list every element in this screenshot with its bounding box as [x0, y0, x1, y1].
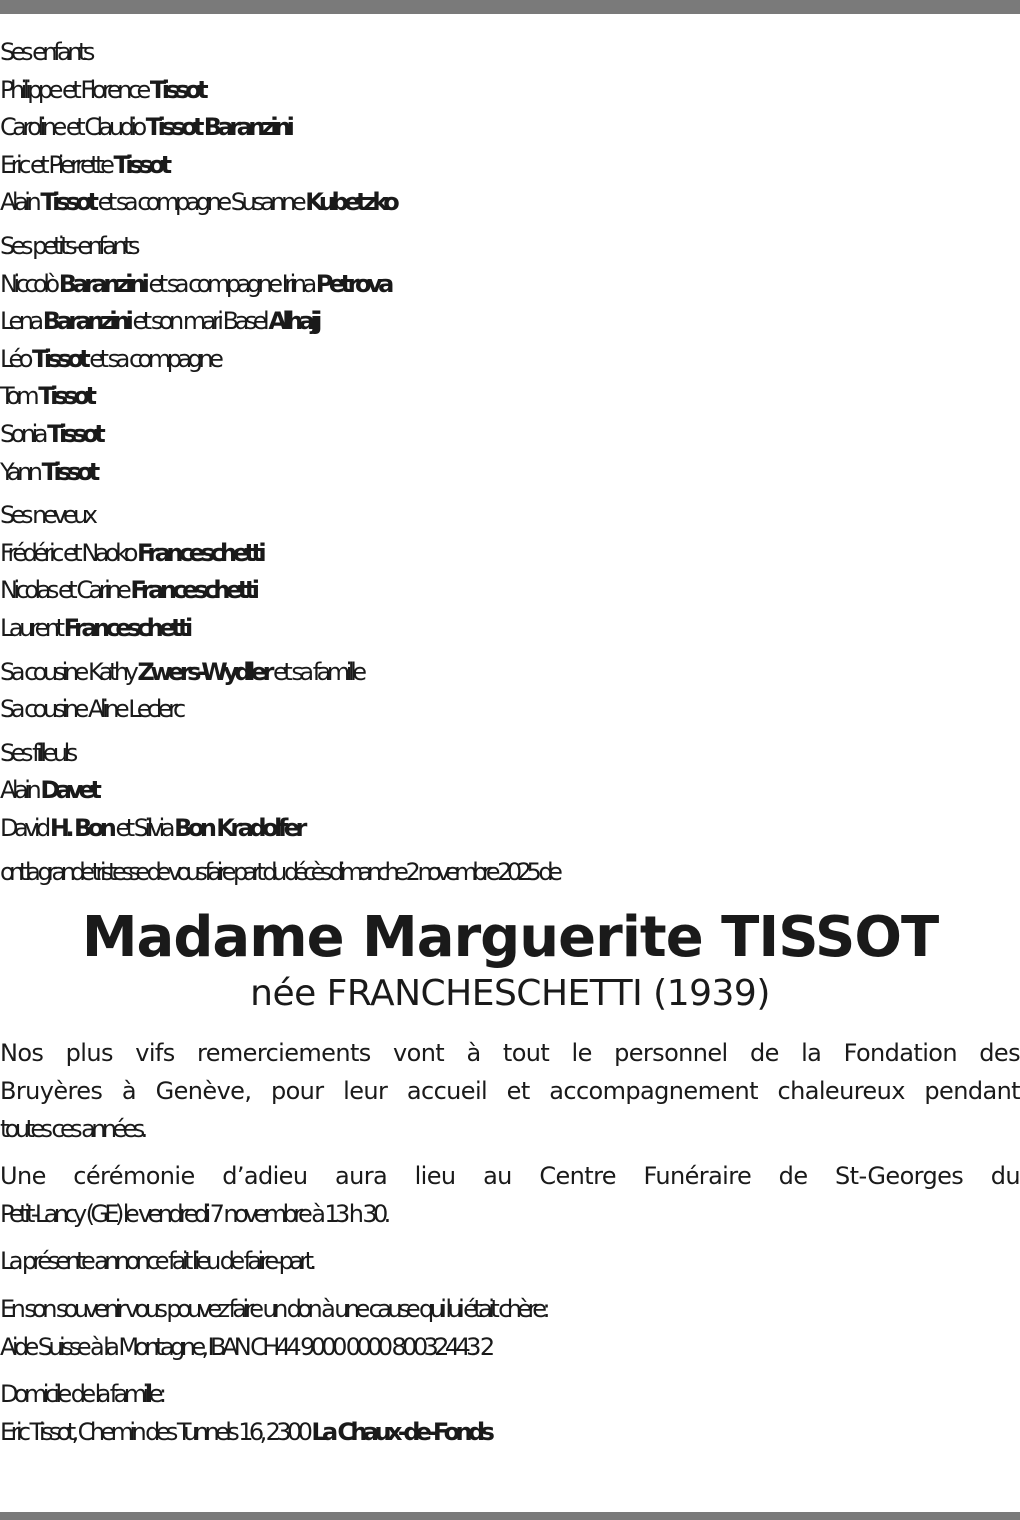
- given-text: Sonia: [0, 419, 48, 448]
- obituary-notice: [0, 34, 1020, 1451]
- surname: Petrova: [315, 269, 390, 298]
- family-member-line: [0, 341, 1020, 379]
- family-list: [0, 34, 1020, 847]
- given-text: David: [0, 813, 50, 842]
- donation-paragraph: [0, 1291, 1020, 1366]
- family-member-line: [0, 147, 1020, 185]
- given-text: et sa compagne: [86, 344, 220, 373]
- surname: Tissot Baranzini: [145, 113, 291, 142]
- family-member-line: [0, 535, 1020, 573]
- given-text: et Silvia: [112, 813, 175, 842]
- given-text: Eric et Pierrette: [0, 150, 114, 179]
- family-member-line: [0, 572, 1020, 610]
- family-group: [0, 735, 1020, 848]
- top-rule: [0, 0, 1020, 14]
- given-text: Alain: [0, 188, 41, 217]
- surname: Baranzini: [42, 307, 130, 336]
- surname: Franceschetti: [130, 576, 256, 605]
- given-text: Frédéric et Naoko: [0, 538, 138, 567]
- surname: Franceschetti: [137, 538, 263, 567]
- given-text: Laurent: [0, 613, 64, 642]
- given-text: Sa cousine Aline Leclerc: [0, 695, 182, 724]
- family-member-line: [0, 416, 1020, 454]
- deceased-birth-name: née FRANCHESCHETTI (1939): [250, 973, 770, 1015]
- domicile-city: La Chaux-de-Fonds: [311, 1417, 491, 1446]
- given-text: et son mari Basel: [129, 307, 269, 336]
- surname: Tissot: [113, 150, 168, 179]
- bottom-rule: [0, 1512, 1020, 1520]
- surname: Tissot: [32, 344, 87, 373]
- family-member-line: [0, 184, 1020, 222]
- family-group: [0, 654, 1020, 729]
- family-group-heading: Ses petits-enfants: [0, 231, 137, 260]
- announcement-intro: ont la grande tristesse de vous faire part du décès dimanche 2 novembre 2025 de: [0, 858, 558, 887]
- family-member-line: [0, 654, 1020, 692]
- family-member-line: [0, 378, 1020, 416]
- family-group-heading: Ses neveux: [0, 501, 94, 530]
- given-text: Caroline et Claudio: [0, 113, 146, 142]
- surname: Tissot: [40, 188, 95, 217]
- family-group-heading: Ses enfants: [0, 38, 91, 66]
- given-text: Nicolas et Carine: [0, 576, 131, 605]
- notice-paragraph: [0, 1243, 1020, 1281]
- given-text: Niccolò: [0, 269, 59, 298]
- given-text: Lena: [0, 307, 43, 336]
- family-member-line: [0, 610, 1020, 648]
- given-text: Philippe et Florence: [0, 75, 150, 104]
- surname: Baranzini: [58, 269, 146, 298]
- donation-line: En son souvenir vous pouvez faire un don à une cause qui lui était chère:: [0, 1295, 546, 1324]
- domicile-line: [0, 1414, 1020, 1452]
- family-member-line: [0, 772, 1020, 810]
- given-text: Yann: [0, 457, 42, 486]
- surname: Tissot: [47, 419, 102, 448]
- thanks-line: Bruyères à Genève, pour leur accueil et accompagnement chaleureux pendant: [0, 1077, 1020, 1106]
- family-group-heading: Ses filleuls: [0, 738, 74, 767]
- ceremony-line: Petit-Lancy (GE) le vendredi 7 novembre à 13 h 30.: [0, 1199, 387, 1228]
- surname: Alhajj: [268, 307, 318, 336]
- family-member-line: [0, 109, 1020, 147]
- given-text: Sa cousine Kathy: [0, 657, 138, 686]
- domicile-address: Eric Tissot, Chemin des Tunnels 16, 2300: [0, 1417, 312, 1446]
- surname: Bon Kradolfer: [174, 813, 303, 842]
- thanks-paragraph: [0, 1035, 1020, 1148]
- given-text: et sa famille: [269, 657, 363, 686]
- donation-line: Aide Suisse à la Montagne, IBAN CH44 9000 0000 80032443 2: [0, 1332, 491, 1361]
- ceremony-line: Une cérémonie d’adieu aura lieu au Centre Funéraire de St-Georges du: [0, 1162, 1020, 1191]
- family-group: [0, 228, 1020, 491]
- surname: Kubetzko: [305, 188, 396, 217]
- surname: Zwers-Wydler: [137, 657, 270, 686]
- family-group: [0, 497, 1020, 647]
- family-member-line: [0, 72, 1020, 110]
- family-member-line: [0, 454, 1020, 492]
- ceremony-paragraph: [0, 1158, 1020, 1233]
- given-text: Tom: [0, 382, 39, 411]
- given-text: et sa compagne Susanne: [94, 188, 306, 217]
- domicile-paragraph: [0, 1376, 1020, 1451]
- family-member-line: [0, 303, 1020, 341]
- family-group: [0, 34, 1020, 222]
- thanks-line: Nos plus vifs remerciements vont à tout le personnel de la Fondation des: [0, 1039, 1020, 1068]
- family-member-line: [0, 691, 1020, 729]
- given-text: Léo: [0, 344, 33, 373]
- deceased-name: Madame Marguerite TISSOT: [81, 905, 939, 971]
- surname: Tissot: [149, 75, 205, 104]
- thanks-line: toutes ces années.: [0, 1114, 144, 1143]
- family-member-line: [0, 810, 1020, 848]
- surname: Tissot: [41, 457, 96, 486]
- notice-line: La présente annonce fait lieu de faire-part.: [0, 1247, 313, 1276]
- family-member-line: [0, 266, 1020, 304]
- domicile-line: Domicile de la famille:: [0, 1380, 163, 1409]
- given-text: Alain: [0, 776, 41, 805]
- surname: H. Bon: [49, 813, 113, 842]
- surname: Davet: [40, 776, 98, 805]
- given-text: et sa compagne Irina: [145, 269, 316, 298]
- surname: Tissot: [38, 382, 93, 411]
- surname: Franceschetti: [63, 613, 189, 642]
